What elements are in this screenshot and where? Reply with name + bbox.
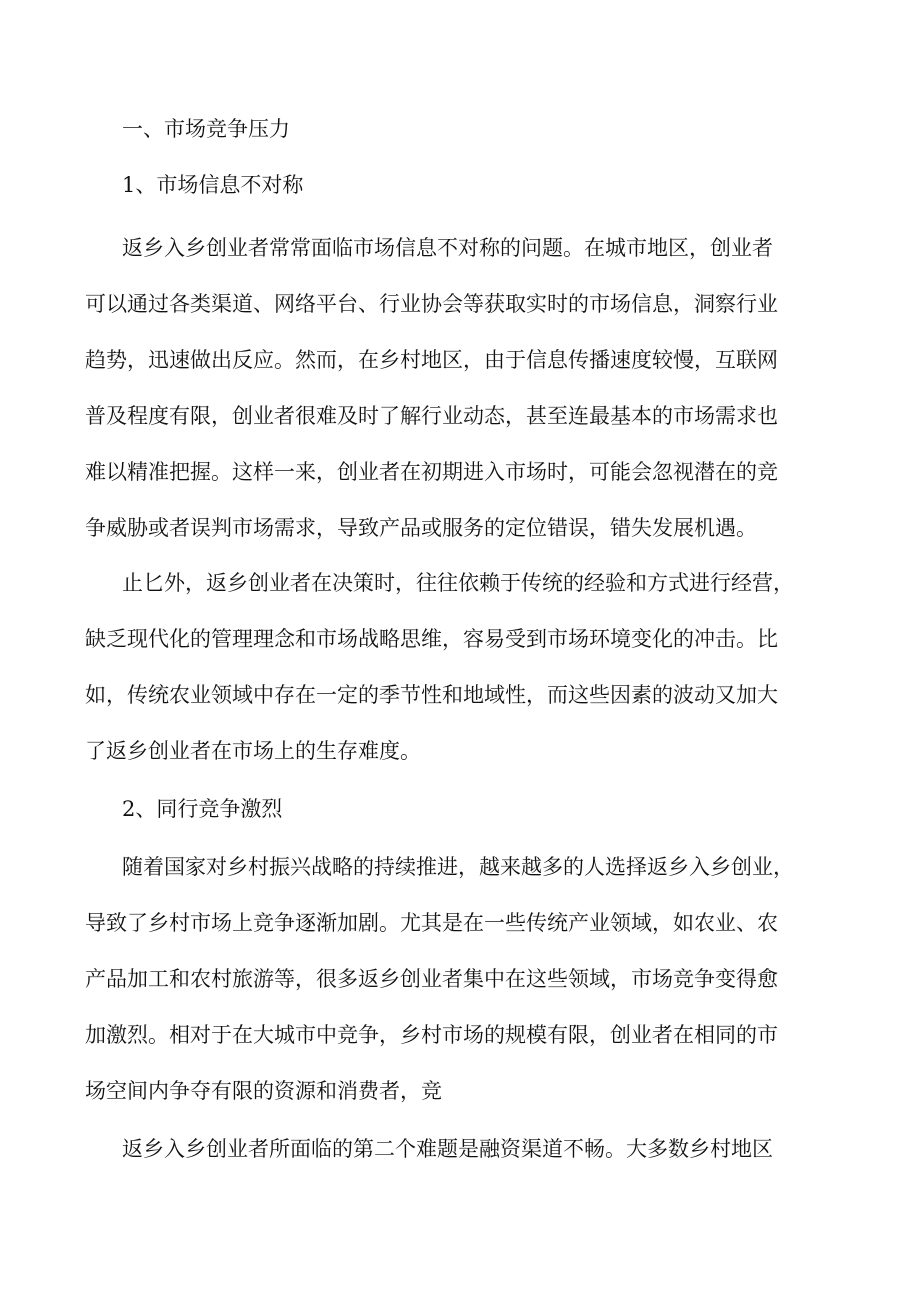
- paragraph-line: 加激烈。相对于在大城市中竞争，乡村市场的规模有限，创业者在相同的市: [85, 1023, 778, 1047]
- paragraph-line: 产品加工和农村旅游等，很多返乡创业者集中在这些领域，市场竞争变得愈: [85, 967, 778, 991]
- paragraph-line: 返乡入乡创业者所面临的第二个难题是融资渠道不畅。大多数乡村地区: [122, 1137, 773, 1161]
- paragraph-line: 导致了乡村市场上竞争逐渐加剧。尤其是在一些传统产业领域，如农业、农: [85, 911, 778, 935]
- section-heading: 一、市场竞争压力: [122, 117, 290, 141]
- paragraph-line: 返乡入乡创业者常常面临市场信息不对称的问题。在城市地区，创业者: [122, 236, 773, 260]
- paragraph-line: 止匕外，返乡创业者在决策时，往往依赖于传统的经验和方式进行经营，: [122, 571, 794, 595]
- subsection-heading: 1、市场信息不对称: [122, 173, 304, 197]
- paragraph-line: 趋势，迅速做出反应。然而，在乡村地区，由于信息传播速度较慢，互联网: [85, 348, 778, 372]
- paragraph-line: 场空间内争夺有限的资源和消费者，竞: [85, 1079, 442, 1103]
- paragraph-line: 缺乏现代化的管理理念和市场战略思维，容易受到市场环境变化的冲击。比: [85, 627, 778, 651]
- paragraph-line: 普及程度有限，创业者很难及时了解行业动态，甚至连最基本的市场需求也: [85, 404, 778, 428]
- paragraph-line: 了返乡创业者在市场上的生存难度。: [85, 739, 421, 763]
- paragraph-line: 难以精准把握。这样一来，创业者在初期进入市场时，可能会忽视潜在的竞: [85, 460, 778, 484]
- paragraph-line: 如，传统农业领域中存在一定的季节性和地域性，而这些因素的波动又加大: [85, 683, 778, 707]
- subsection-heading: 2、同行竞争激烈: [122, 797, 283, 821]
- paragraph-line: 可以通过各类渠道、网络平台、行业协会等获取实时的市场信息，洞察行业: [85, 292, 778, 316]
- paragraph-line: 争威胁或者误判市场需求，导致产品或服务的定位错误，错失发展机遇。: [85, 516, 757, 540]
- paragraph-line: 随着国家对乡村振兴战略的持续推进，越来越多的人选择返乡入乡创业，: [122, 855, 794, 879]
